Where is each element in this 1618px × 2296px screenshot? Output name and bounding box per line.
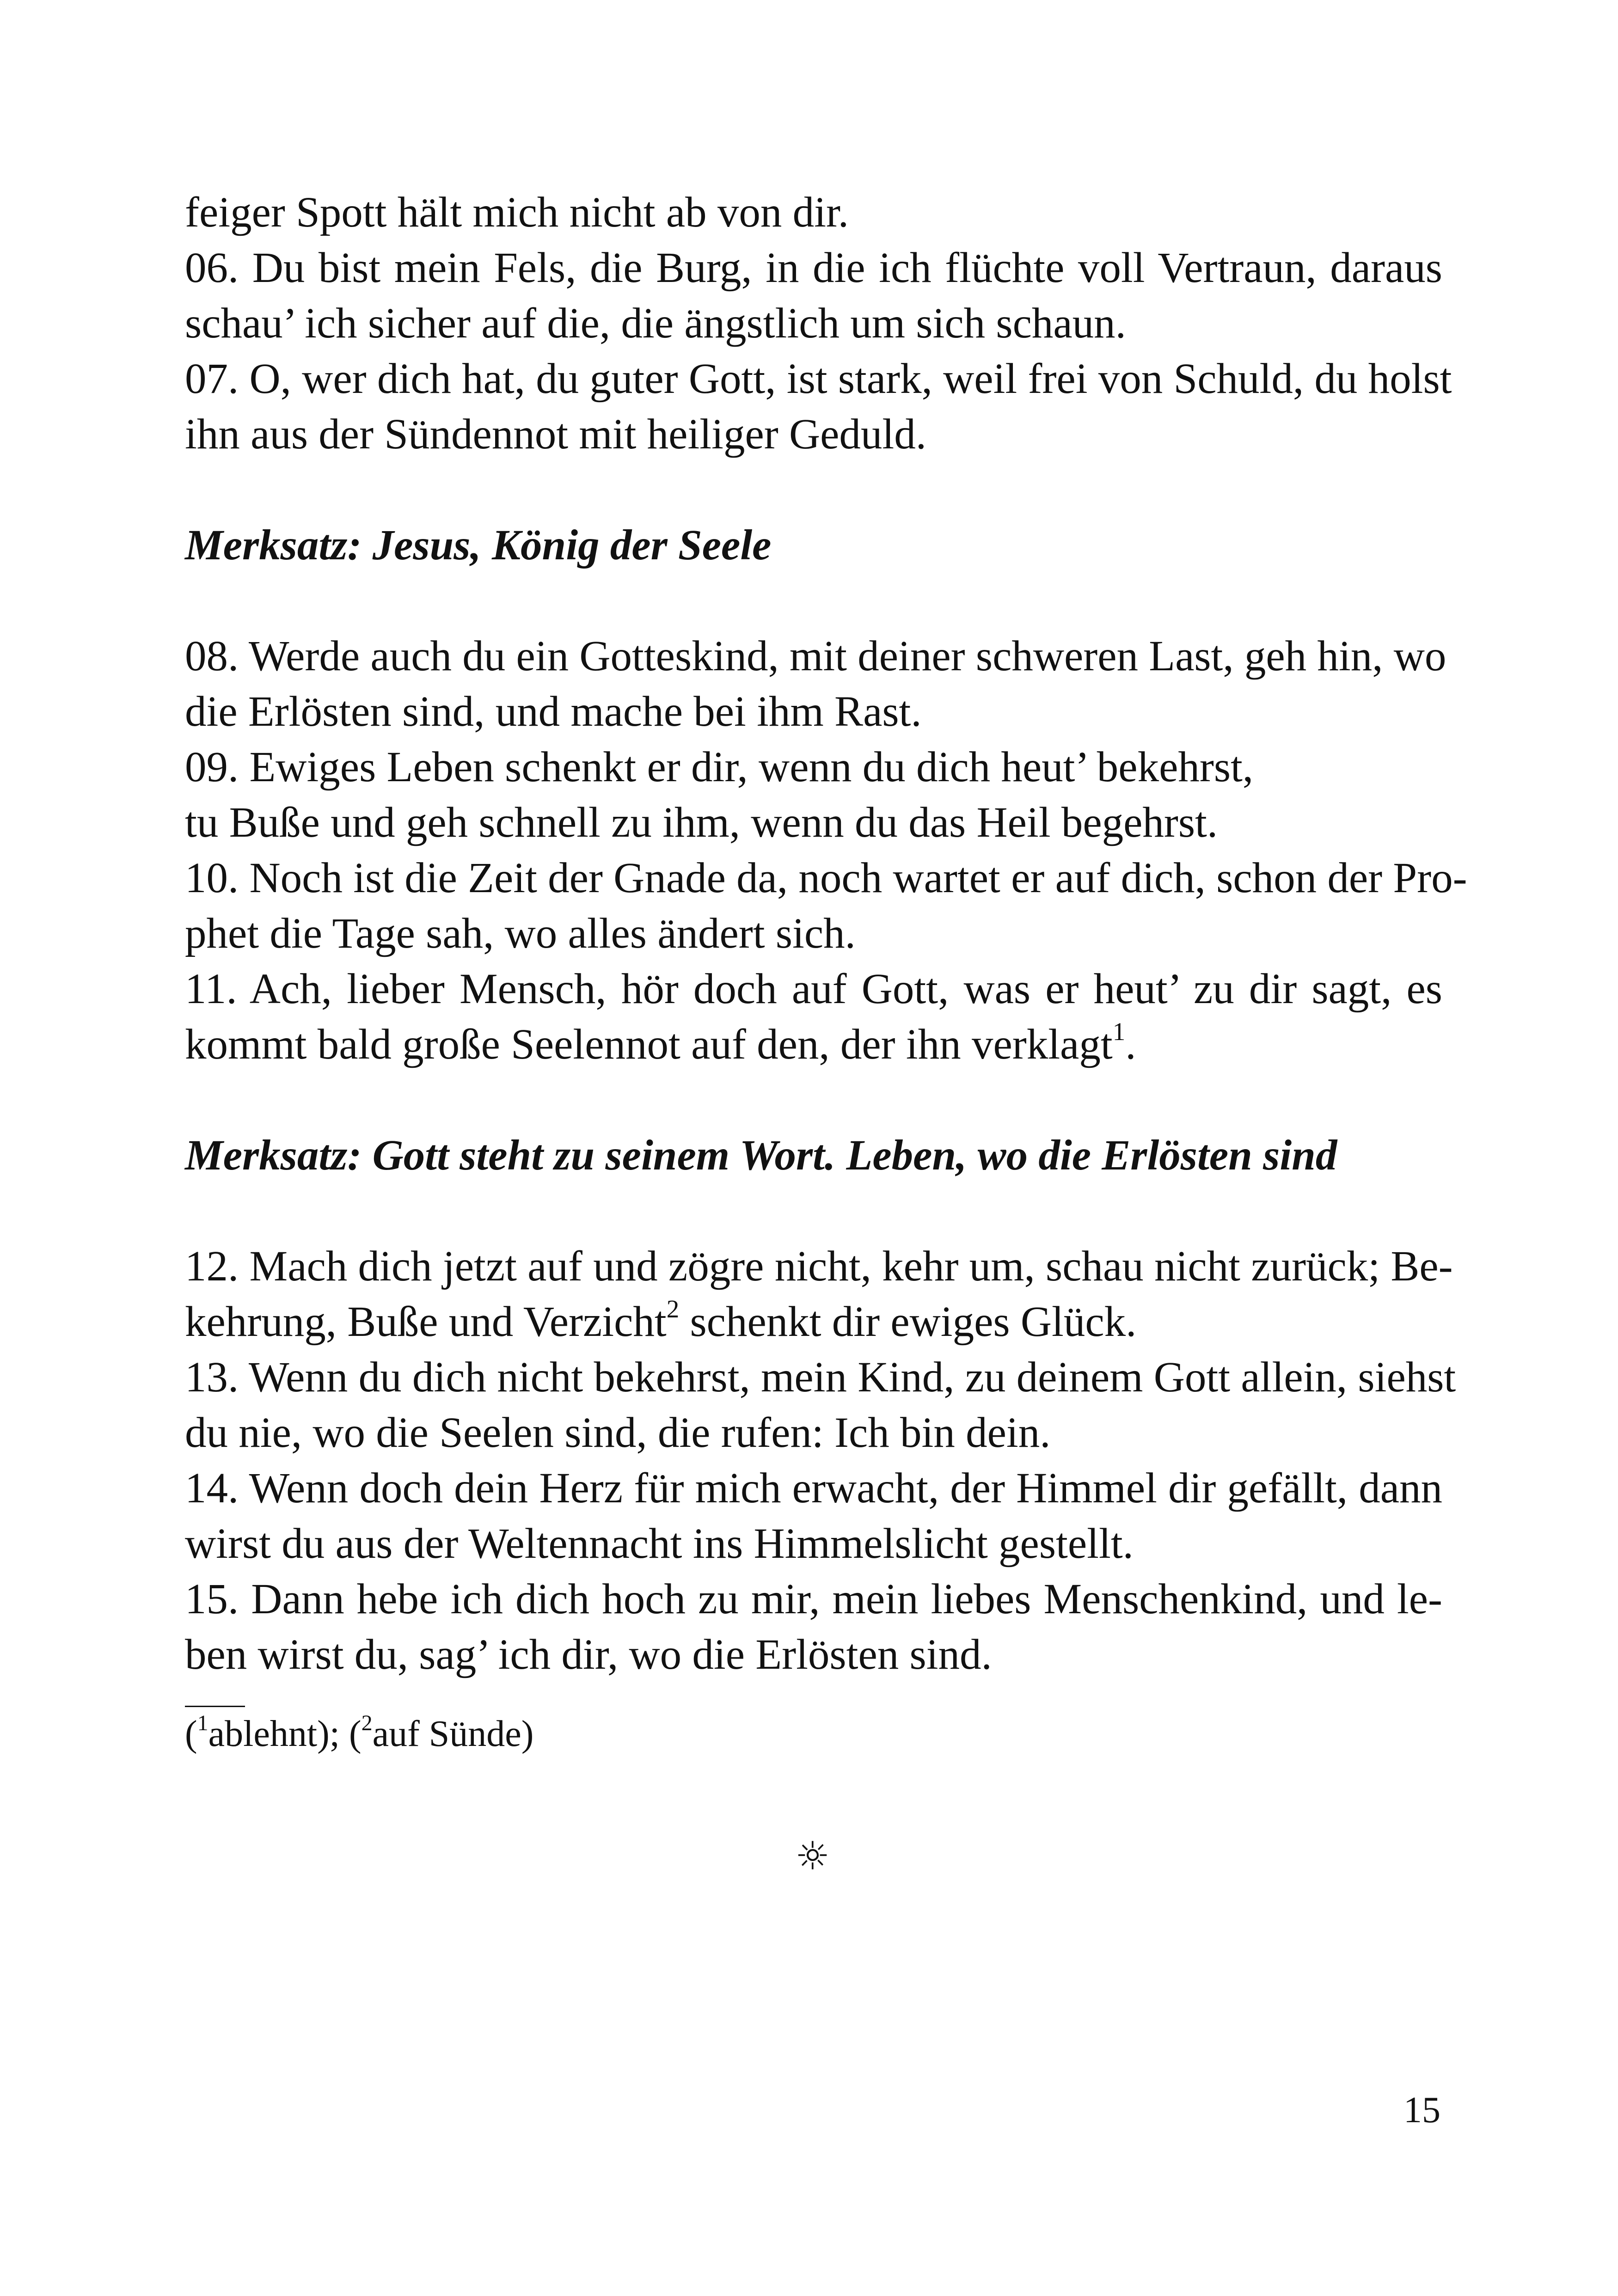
verse-06-line-1: 06. Du bist mein Fels, die Burg, in die ich flüchte voll Vertraun, daraus: [185, 244, 1442, 292]
verse-10-line-1: 10. Noch ist die Zeit der Gnade da, noch wartet er auf dich, schon der Pro-: [185, 854, 1467, 902]
verse-12-text: kehrung, Buße und Verzicht: [185, 1298, 667, 1346]
footnote-2-text: auf Sünde): [372, 1714, 534, 1754]
verse-12-end: schenkt dir ewiges Glück.: [679, 1298, 1137, 1346]
footnote-ref-2: 2: [361, 1711, 373, 1736]
footnote-mark-1: 1: [1112, 1017, 1126, 1046]
footnote-mark-2: 2: [666, 1295, 680, 1323]
merksatz-heading-2: Merksatz: Gott steht zu seinem Wort. Leben, wo die Erlösten sind: [185, 1132, 1337, 1179]
footnote-divider: [185, 1706, 245, 1707]
spacer: [185, 573, 1442, 629]
verse-11-text: kommt bald große Seelennot auf den, der ihn verklagt: [185, 1021, 1113, 1068]
verse-15-line-2: ben wirst du, sag’ ich dir, wo die Erlösten sind.: [185, 1631, 992, 1678]
verse-14-line-2: wirst du aus der Weltennacht ins Himmelslicht gestellt.: [185, 1520, 1134, 1567]
footnote-ref-1: 1: [197, 1711, 208, 1736]
verse-11-end: .: [1125, 1021, 1136, 1068]
footnote-open: (: [185, 1714, 197, 1754]
spacer: [185, 462, 1442, 518]
document-page: [185, 185, 1467, 1757]
verse-09-line-2: tu Buße und geh schnell zu ihm, wenn du das Heil begehrst.: [185, 799, 1218, 846]
verse-14-line-1: 14. Wenn doch dein Herz für mich erwacht, der Himmel dir gefällt, dann: [185, 1464, 1442, 1512]
verse-08-line-1: 08. Werde auch du ein Gotteskind, mit deiner schweren Last, geh hin, wo: [185, 632, 1446, 680]
verse-06-line-2: schau’ ich sicher auf die, die ängstlich um sich schaun.: [185, 300, 1126, 347]
verse-11-line-2: [185, 1017, 1442, 1072]
sun-ornament-icon: ☼: [795, 1833, 830, 1879]
merksatz-heading-1: Merksatz: Jesus, König der Seele: [185, 521, 772, 569]
verse-08-line-2: die Erlösten sind, und mache bei ihm Rast.: [185, 688, 922, 735]
spacer: [185, 1183, 1442, 1239]
verse-11-line-1: 11. Ach, lieber Mensch, hör doch auf Gott, was er heut’ zu dir sagt, es: [185, 965, 1442, 1013]
verse-13-line-1: 13. Wenn du dich nicht bekehrst, mein Kind, zu deinem Gott allein, siehst: [185, 1353, 1456, 1401]
verse-07-line-2: ihn aus der Sündennot mit heiliger Geduld.: [185, 410, 926, 458]
verse-15-line-1: 15. Dann hebe ich dich hoch zu mir, mein liebes Menschenkind, und le-: [185, 1575, 1442, 1623]
verse-07-line-1: 07. O, wer dich hat, du guter Gott, ist stark, weil frei von Schuld, du holst: [185, 355, 1452, 403]
verse-12-line-2: [185, 1294, 1442, 1350]
verse-09-line-1: 09. Ewiges Leben schenkt er dir, wenn du dich heut’ bekehrst,: [185, 743, 1254, 791]
page-number: 15: [1403, 2090, 1440, 2131]
verse-13-line-2: du nie, wo die Seelen sind, die rufen: Ich bin dein.: [185, 1409, 1051, 1457]
verse-12-line-1: 12. Mach dich jetzt auf und zögre nicht, kehr um, schau nicht zurück; Be-: [185, 1243, 1453, 1290]
verse-10-line-2: phet die Tage sah, wo alles ändert sich.: [185, 910, 856, 957]
footnote-1-text: ablehnt); (: [208, 1714, 362, 1754]
verse-05-continuation: feiger Spott hält mich nicht ab von dir.: [185, 189, 849, 236]
spacer: [185, 1072, 1442, 1128]
footnote-text: [185, 1711, 1442, 1757]
